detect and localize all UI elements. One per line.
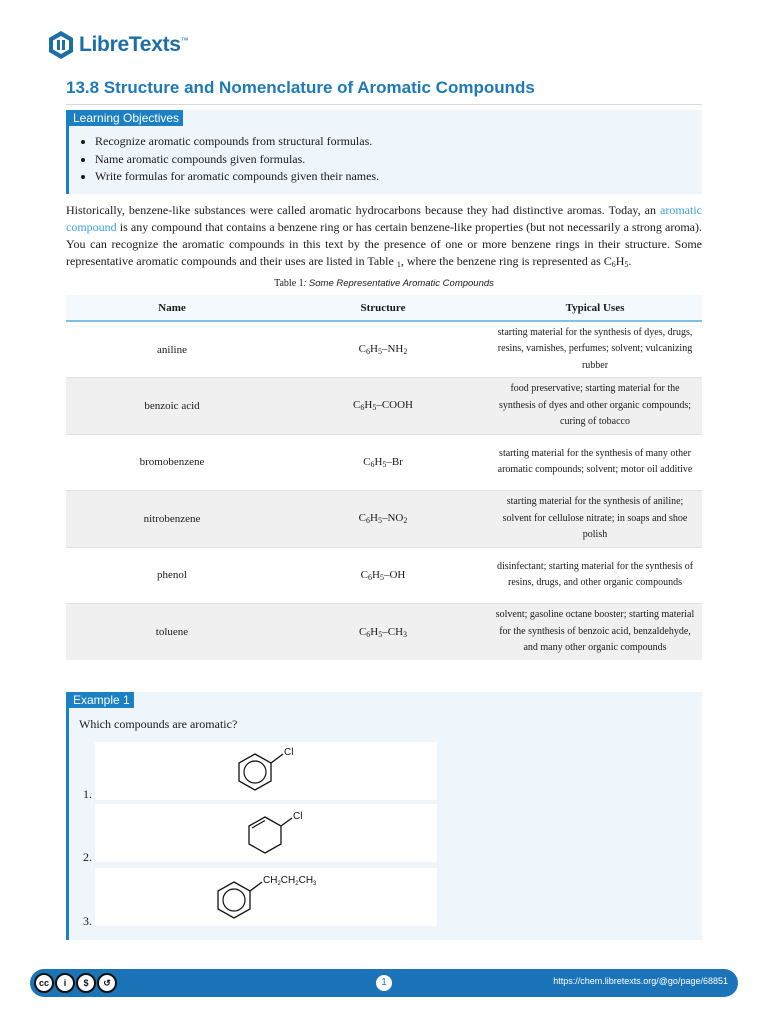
benzene-ring-icon: [95, 742, 437, 800]
aromatic-compound-link[interactable]: aromatic compound: [66, 203, 702, 234]
benzene-ring-icon: [95, 868, 437, 926]
page-footer: [30, 969, 738, 997]
header-typical-uses[interactable]: Typical Uses: [488, 295, 702, 321]
libretexts-logo[interactable]: [46, 28, 188, 62]
learning-objectives-label: Learning Objectives: [69, 110, 183, 126]
item-number: 2.: [83, 850, 92, 864]
compound-uses: starting material for the synthesis of aniline; solvent for cellulose nitrate; in soaps and shoe polish: [488, 491, 702, 548]
compound-name: phenol: [66, 547, 278, 604]
compound-uses: starting material for the synthesis of many other aromatic compounds; solvent; motor oil additive: [488, 434, 702, 491]
table-row: [66, 321, 702, 378]
substituent-label: $CH_2CH_2CH_3$: [263, 875, 317, 887]
table-row: [66, 547, 702, 604]
chlorocyclohexene-structure: [95, 804, 437, 862]
chlorobenzene-structure: [95, 742, 437, 800]
example-label: Example 1: [69, 692, 134, 708]
compound-uses: disinfectant; starting material for the synthesis of resins, drugs, and other organic compounds: [488, 547, 702, 604]
compound-name: toluene: [66, 604, 278, 661]
nc-icon: $: [76, 973, 96, 993]
example-question: Which compounds are aromatic?: [79, 717, 238, 731]
compound-uses: food preservative; starting material for the synthesis of dyes and other organic compounds; curing of tobacco: [488, 378, 702, 435]
compound-name: nitrobenzene: [66, 491, 278, 548]
compound-structure: $C_6H_5-NH_2$: [278, 321, 488, 378]
intro-paragraph: Historically, benzene-like substances were called aromatic hydrocarbons because they had distinctive aromas. Today, an aromatic compound is any compound that contains a benzene ring or has certain benzene-like properties (but not necessarily a strong aroma). You can recognize the aromatic compounds in this text by the presence of one or more benzene rings in their structure. Some representative aromatic compounds and their uses are listed in Table $_1$, where the benzene ring is represented as $C_6H_5$.: [66, 203, 702, 269]
example-box: [66, 692, 702, 940]
header-name[interactable]: Name: [66, 295, 278, 321]
table-header-row: [66, 295, 702, 321]
page-number: 1: [376, 975, 392, 991]
compound-structure: $C_6H_5-CH_3$: [278, 604, 488, 661]
by-icon: i: [55, 973, 75, 993]
item-number: 3.: [83, 914, 92, 928]
table-row: [66, 378, 702, 435]
compound-structure: $C_6H_5-NO_2$: [278, 491, 488, 548]
page-title: 13.8 Structure and Nomenclature of Aromatic Compounds: [66, 78, 702, 105]
logo-text: LibreTexts™: [79, 33, 189, 56]
substituent-label: Cl: [284, 747, 294, 758]
compound-name: benzoic acid: [66, 378, 278, 435]
objective-item: • Name aromatic compounds given formulas.: [95, 151, 379, 169]
table-row: [66, 491, 702, 548]
table-reference[interactable]: 1: [396, 260, 401, 269]
sa-icon: ↺: [97, 973, 117, 993]
page-url-link[interactable]: https://chem.libretexts.org/@go/page/68851: [553, 976, 728, 986]
cyclohexene-ring-icon: [95, 804, 437, 862]
item-number: 1.: [83, 787, 92, 801]
cc-license-badge[interactable]: [34, 973, 118, 993]
compound-uses: starting material for the synthesis of dyes, drugs, resins, varnishes, perfumes; solvent; vulcanizing rubber: [488, 321, 702, 378]
table-row: [66, 604, 702, 661]
table-row: [66, 434, 702, 491]
compound-uses: solvent; gasoline octane booster; starting material for the synthesis of benzoic acid, benzaldehyde, and many other organic compounds: [488, 604, 702, 661]
table-caption: Table 1: Some Representative Aromatic Compounds: [274, 278, 494, 289]
compound-structure: $C_6H_5-OH$: [278, 547, 488, 604]
cc-icon: cc: [34, 973, 54, 993]
aromatic-compounds-table: [66, 295, 702, 660]
compound-structure: $C_6H_5-Br$: [278, 434, 488, 491]
propylbenzene-structure: [95, 868, 437, 926]
objective-item: • Recognize aromatic compounds from structural formulas.: [95, 133, 379, 151]
objectives-list: [95, 133, 379, 186]
substituent-label: Cl: [293, 811, 303, 822]
compound-structure: $C_6H_5$–COOH: [278, 378, 488, 435]
compound-name: aniline: [66, 321, 278, 378]
header-structure[interactable]: Structure: [278, 295, 488, 321]
objective-item: • Write formulas for aromatic compounds given their names.: [95, 168, 379, 186]
compound-name: bromobenzene: [66, 434, 278, 491]
libretexts-logo-icon: [46, 29, 76, 61]
learning-objectives-box: [66, 110, 702, 194]
